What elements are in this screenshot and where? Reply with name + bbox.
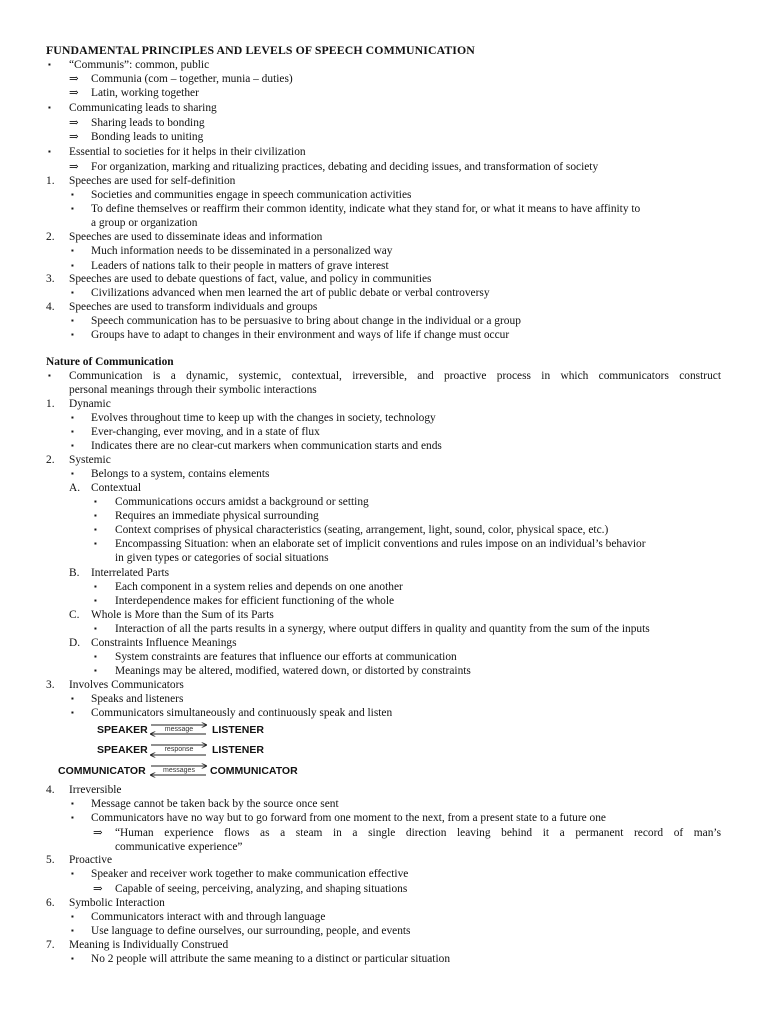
document-page: FUNDAMENTAL PRINCIPLES AND LEVELS OF SPEECH COMMUNICATION ▪ “Communis”: common, public ⇒ Communia (com – together, munia – duties) ⇒ Latin, working together ▪ Communicating leads to sharing ⇒ Sharing leads to bonding ⇒ Bonding leads to uniting ▪ Essential to societies for it helps in their civilization ⇒ For organization, marking and ritualizing practices, debating and deciding issues, and transformation of society 1. Speeches are used for self-definition ▪ Societies and communities engage in speech communication activities ▪ To define themselves or reaffirm their common identity, indicate what they stand for, or what it means to have affinity to a group or organization 2. Speeches are used to disseminate ideas and information ▪ Much information needs to be disseminated in a personalized way ▪ Leaders of nations talk to their people in matters of grave interest 3. Speeches are used to debate questions of fact, value, and policy in communities ▪ Civilizations advanced when men learned the art of public debate or verbal controversy 4. Speeches are used to transform individuals and groups ▪ Speech communication has to be persuasive to bring about change in the individual or a group ▪ Groups have to adapt to changes in their environment and ways of life if change must occur Nature of Communication ▪ Communication is a dynamic, systemic, contextual, irreversible, and proactive process in which communicators construct personal meanings through their symbolic interactions 1. Dynamic ▪ Evolves throughout time to keep up with the changes in society, technology ▪ Ever-changing, ever moving, and in a state of flux ▪ Indicates there are no clear-cut markers when communication starts and ends 2. Systemic ▪ Belongs to a system, contains elements A. Contextual ▪ Communications occurs amidst a background or setting ▪ Requires an immediate physical surrounding ▪ Context comprises of physical characteristics (seating, arrangement, light, sound, color, physical space, etc.) ▪ Encompassing Situation: when an elaborate set of implicit conventions and rules impose on an individual’s behavior in given types or categories of social situations B. Interrelated Parts ▪ Each component in a system relies and depends on one another ▪ Interdependence makes for efficient functioning of the whole C. Whole is More than the Sum of its Parts ▪ Interaction of all the parts results in a synergy, where output differs in quality and quantity from the sum of the inputs D. Constraints Influence Meanings ▪ System constraints are features that influence our efforts at communication ▪ Meanings may be altered, modified, watered down, or distorted by constraints 3. Involves Communicators ▪ Speaks and listeners ▪ Communicators simultaneously and continuously speak and listen SPEAKER message LISTENER SPEAKER response LISTENER COMMUNICATOR messages COMMUNICATOR 4. Irreversible ▪ Message cannot be taken back by the source once sent ▪ Communicators have no way but to go forward from one moment to the next, from a present state to a future one ⇒ “Human experience flows as a steam in a single direction leaving behind it a permanent record of man’s communicative experience” 5. Proactive ▪ Speaker and receiver work together to make communication effective ⇒ Capable of seeing, perceiving, analyzing, and shaping situations 6. Symbolic Interaction ▪ Communicators interact with and through language ▪ Use language to define ourselves, our surrounding, people, and events 7. Meaning is Individually Construed ▪ No 2 people will attribute the same meaning to a distinct or particular situation (46, 43, 721, 965)
document-title: FUNDAMENTAL PRINCIPLES AND LEVELS OF SPEECH COMMUNICATION (46, 43, 475, 57)
diagram-right-label: COMMUNICATOR (210, 765, 298, 777)
diagram-arrow-label: messages (163, 767, 195, 774)
diagram-right-label: LISTENER (212, 744, 264, 756)
diagram-left-label: SPEAKER (97, 744, 148, 756)
diagram-right-label: LISTENER (212, 724, 264, 736)
section-heading: Nature of Communication (46, 356, 174, 368)
diagram-arrow-label: message (164, 726, 194, 733)
diagram-left-label: COMMUNICATOR (58, 765, 146, 777)
diagram-arrow-label: response (164, 746, 194, 753)
communication-diagram (50, 720, 310, 780)
diagram-left-label: SPEAKER (97, 724, 148, 736)
